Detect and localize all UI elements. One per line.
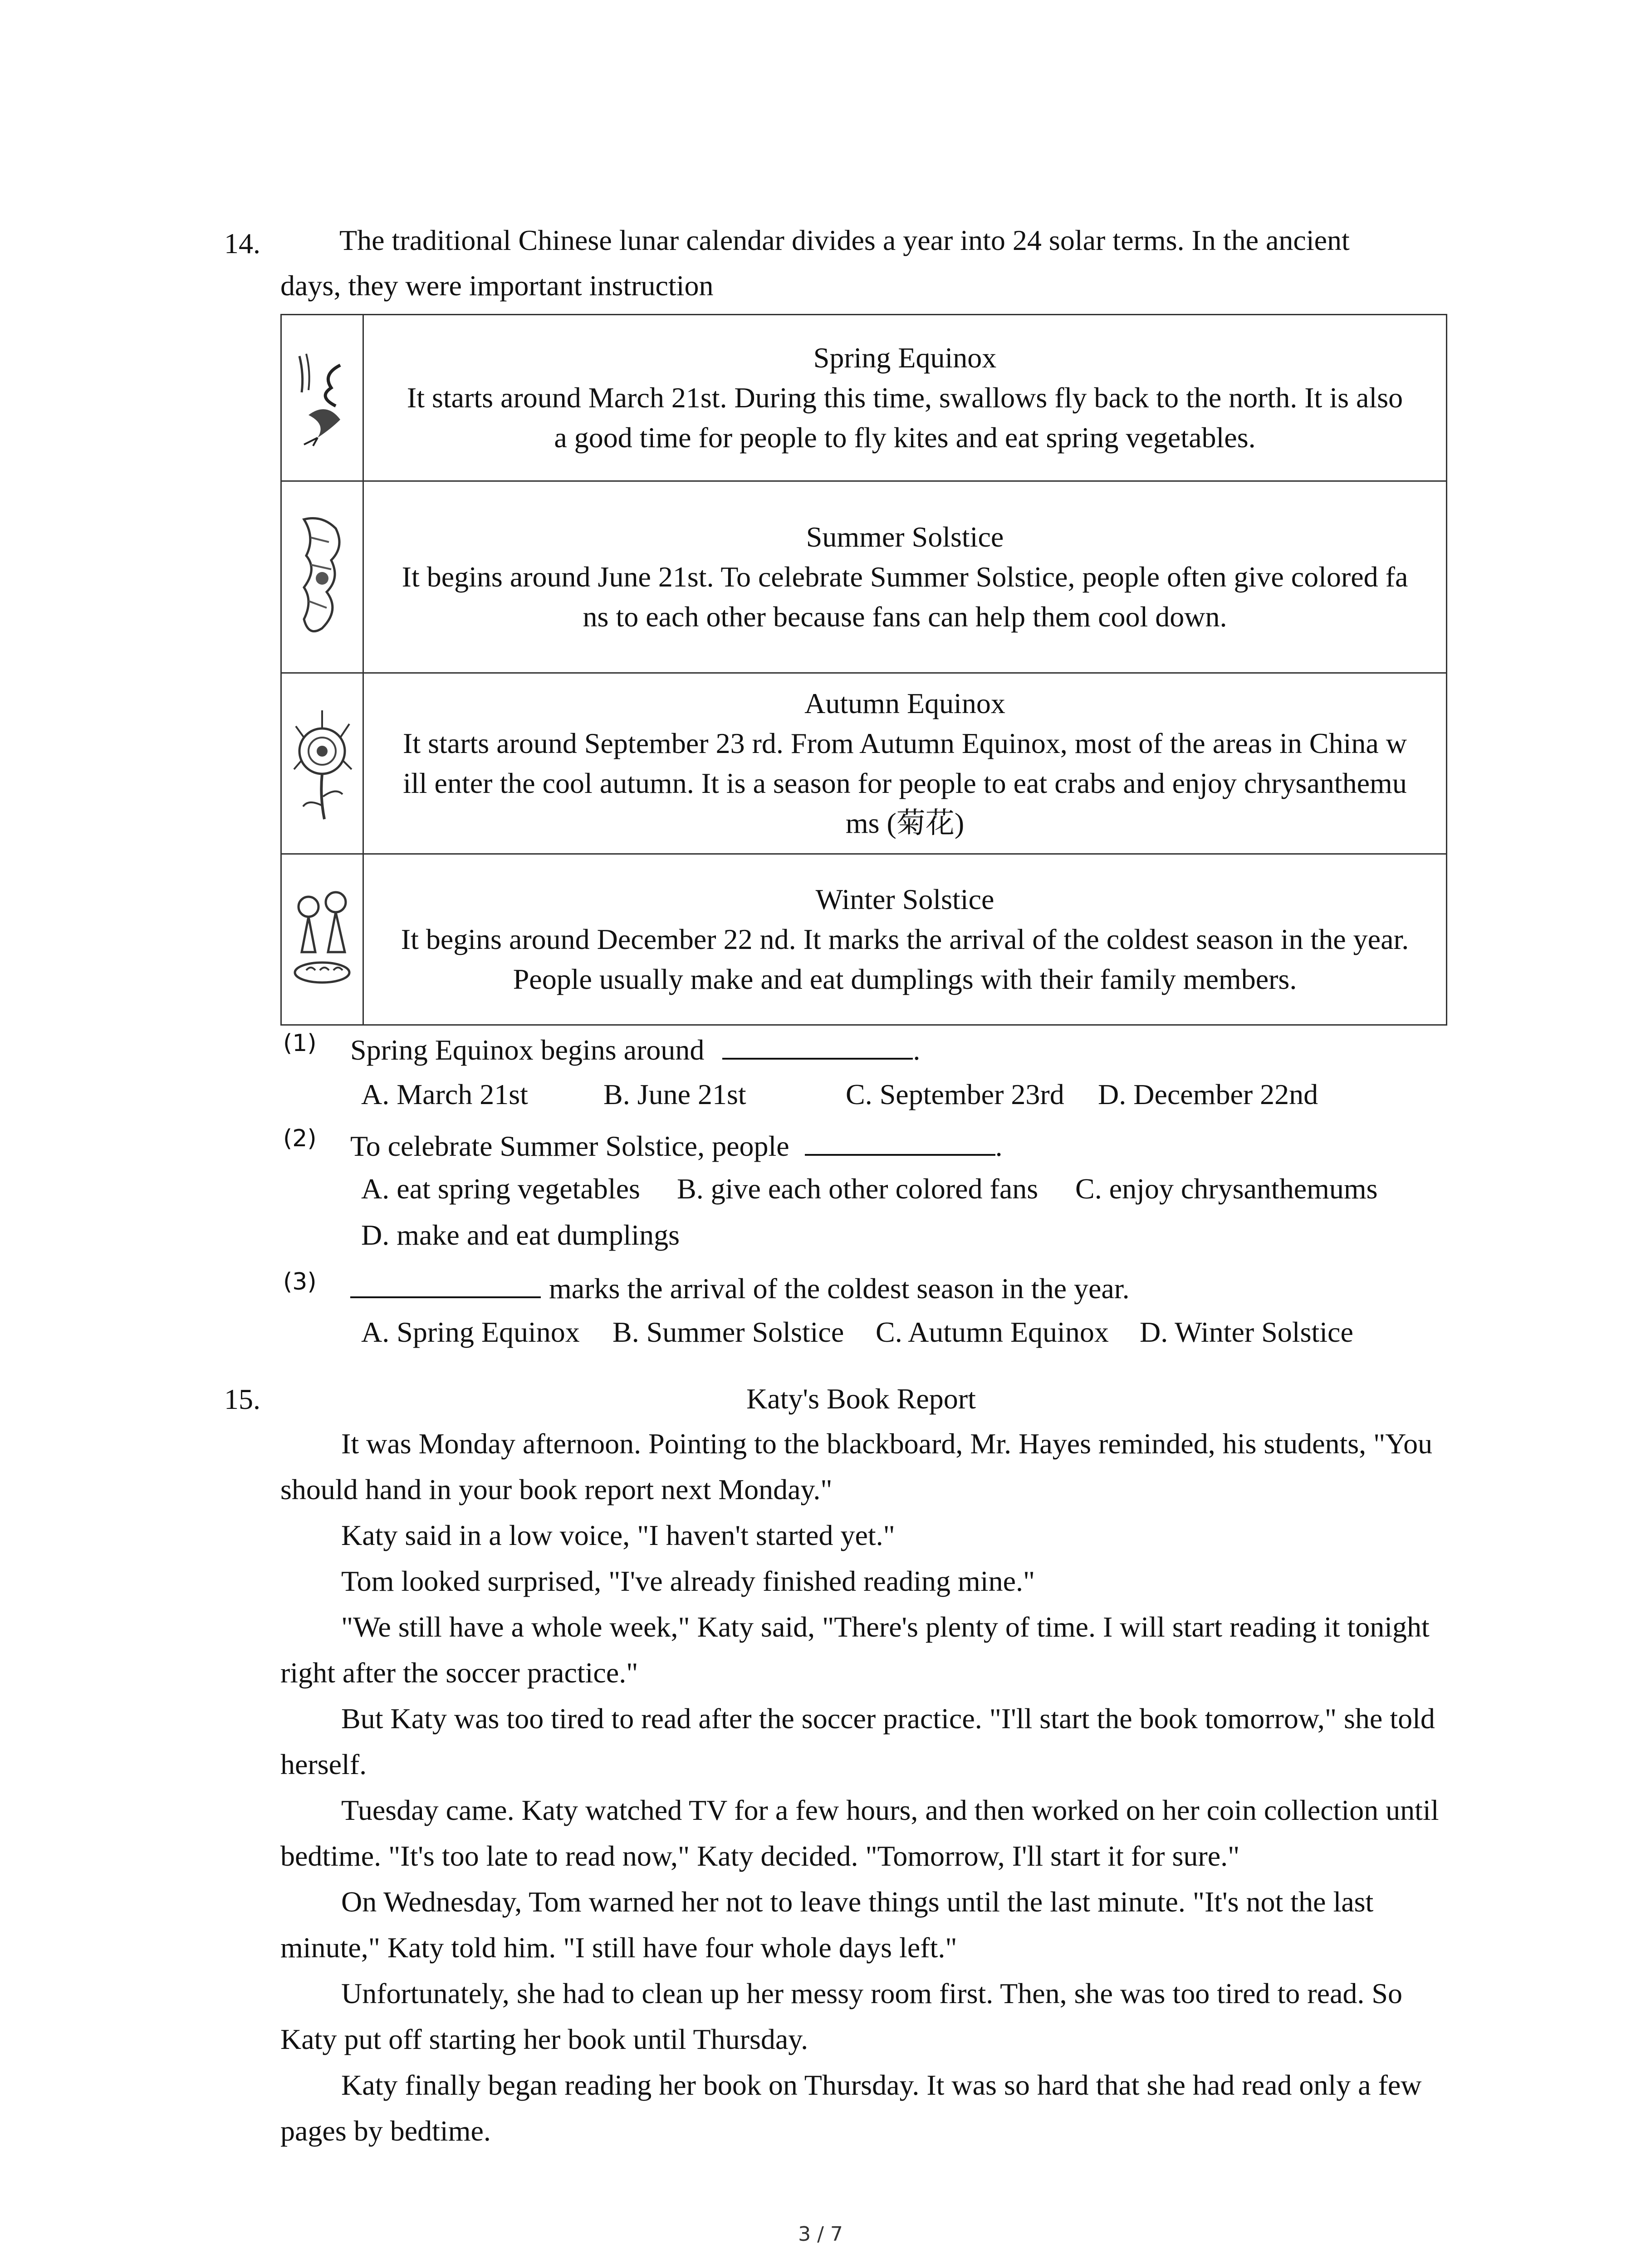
term-line: It starts around September 23 rd. From Autumn Equinox, most of the areas in China w [403,727,1407,759]
question-14-intro-line-2: days, they were important instruction [280,269,714,302]
subquestion-1-stem [350,1031,920,1068]
family-dumplings-icon [288,884,356,993]
term-line: ns to each other because fans can help them cool down. [583,601,1227,633]
fan-icon [290,510,354,642]
paragraph-text: Katy finally began reading her book on Thursday. It was so hard that she had read only a few pages by bedtime. [280,2069,1422,2147]
option-a[interactable]: A. eat spring vegetables [361,1173,640,1205]
table-row [281,854,1447,1025]
passage-paragraph [280,1558,1442,1604]
subquestion-2-stem-text: To celebrate Summer Solstice, people [350,1130,789,1162]
term-title: Winter Solstice [815,883,994,915]
subquestion-3-number: (3) [283,1268,317,1295]
subquestion-1-number: (1) [283,1030,317,1057]
chrysanthemum-icon [290,701,354,824]
term-line: ms (菊花) [845,807,965,839]
paragraph-text: But Katy was too tired to read after the soccer practice. "I'll start the book tomorrow," she told herself. [280,1702,1435,1780]
passage-paragraph [280,1787,1442,1879]
term-text-cell [363,673,1447,854]
paragraph-text: Tom looked surprised, "I've already finished reading mine." [341,1565,1035,1597]
passage-paragraph [280,1512,1442,1558]
term-picture-cell [281,315,363,481]
term-picture-cell [281,854,363,1025]
option-c[interactable]: C. September 23rd [846,1078,1064,1110]
option-c[interactable]: C. enjoy chrysanthemums [1075,1173,1378,1205]
term-line: People usually make and eat dumplings with their family members. [513,963,1297,995]
subquestion-2-stem [350,1127,1003,1164]
answer-blank[interactable] [350,1269,541,1298]
question-15-number: 15. [224,1383,260,1415]
answer-blank[interactable] [805,1127,995,1156]
term-text-cell [363,854,1447,1025]
term-title: Summer Solstice [806,521,1004,553]
subquestion-2-number: (2) [283,1125,317,1152]
option-c[interactable]: C. Autumn Equinox [876,1316,1109,1348]
paragraph-text: On Wednesday, Tom warned her not to leave things until the last minute. "It's not the last minute," Katy told him. "I still have four whole days left." [280,1886,1374,1964]
subquestion-1-end: . [913,1034,921,1066]
passage-paragraph [280,1879,1442,1970]
question-14-number: 14. [224,227,260,259]
table-row [281,315,1447,481]
answer-blank[interactable] [722,1031,913,1060]
term-line: It starts around March 21st. During this time, swallows fly back to the north. It is also [407,381,1403,414]
paragraph-text: Tuesday came. Katy watched TV for a few hours, and then worked on her coin collection until bedtime. "It's too late to read now," Katy decided. "Tomorrow, I'll start it for sure." [280,1794,1439,1872]
passage-paragraph [280,1421,1442,1512]
passage-paragraph [280,1696,1442,1787]
term-picture-cell [281,481,363,673]
term-text-cell [363,315,1447,481]
page-number: 3 / 7 [798,2223,843,2246]
term-line: ill enter the cool autumn. It is a season for people to eat crabs and enjoy chrysanthemu [403,767,1407,799]
term-text-cell [363,481,1447,673]
paragraph-text: "We still have a whole week," Katy said, "There's plenty of time. I will start reading it tonight right after the soccer practice." [280,1611,1430,1689]
passage-title: Katy's Book Report [746,1383,976,1415]
option-b[interactable]: B. June 21st [603,1078,746,1110]
subquestion-3-stem-text: marks the arrival of the coldest season in the year. [549,1272,1130,1305]
option-d[interactable]: D. December 22nd [1098,1078,1318,1110]
subquestion-3-stem [350,1269,1130,1306]
paragraph-text: Katy said in a low voice, "I haven't started yet." [341,1519,895,1551]
term-line: It begins around June 21st. To celebrate Summer Solstice, people often give colored fa [402,561,1408,593]
subquestion-2-end: . [995,1130,1003,1162]
option-d[interactable]: D. Winter Solstice [1140,1316,1353,1348]
table-row [281,481,1447,673]
paragraph-text: Unfortunately, she had to clean up her messy room first. Then, she was too tired to read. So Katy put off starting her book until Thursday. [280,1977,1402,2055]
term-title: Autumn Equinox [804,687,1005,719]
paragraph-text: It was Monday afternoon. Pointing to the blackboard, Mr. Hayes reminded, his students, "You should hand in your book report next Monday." [280,1427,1433,1505]
passage-paragraph [280,1970,1442,2062]
term-line: It begins around December 22 nd. It marks the arrival of the coldest season in the year. [401,923,1409,955]
passage-paragraph [280,1604,1442,1696]
option-a[interactable]: A. Spring Equinox [361,1316,580,1348]
option-b[interactable]: B. Summer Solstice [612,1316,844,1348]
term-line: a good time for people to fly kites and eat spring vegetables. [554,421,1256,454]
option-d[interactable]: D. make and eat dumplings [361,1219,680,1251]
table-row [281,673,1447,854]
term-picture-cell [281,673,363,854]
passage-paragraph [280,2062,1442,2154]
option-b[interactable]: B. give each other colored fans [677,1173,1038,1205]
option-a[interactable]: A. March 21st [361,1078,528,1110]
question-14-intro-line-1: The traditional Chinese lunar calendar divides a year into 24 solar terms. In the ancient [339,224,1350,256]
term-title: Spring Equinox [813,342,997,374]
swallow-icon [290,347,354,447]
subquestion-1-stem-text: Spring Equinox begins around [350,1034,705,1066]
solar-terms-table [280,314,1447,1026]
